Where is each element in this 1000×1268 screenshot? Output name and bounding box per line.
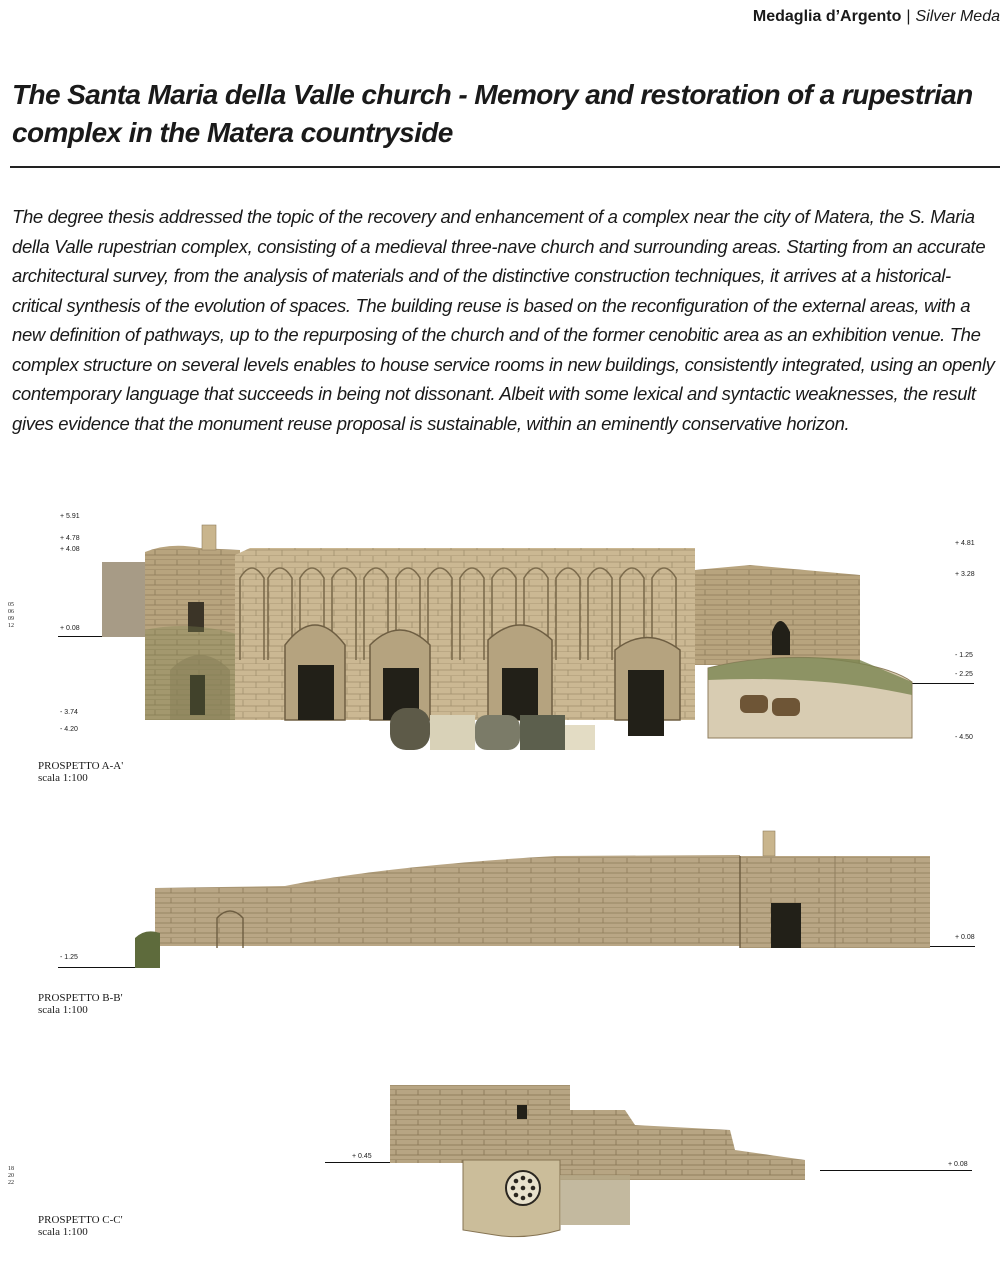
level-mark: + 4.81 (955, 540, 975, 547)
chimney (202, 525, 216, 550)
award-italian: Medaglia d’Argento (752, 8, 902, 25)
caption-title: PROSPETTO A-A' (38, 760, 124, 772)
stepped-wall (560, 1085, 805, 1180)
page-title: The Santa Maria della Valle church - Memory and restoration of a rupestrian complex in the Matera countryside (12, 79, 973, 148)
level-mark: - 3.74 (60, 709, 78, 716)
caption-scale: scala 1:100 (38, 772, 88, 784)
window (517, 1105, 527, 1119)
caption-scale: scala 1:100 (38, 1226, 88, 1238)
ground-line (820, 1170, 972, 1171)
level-mark: - 1.25 (60, 954, 78, 961)
side-number-a: 05 06 09 12 (8, 602, 14, 629)
award-separator: | (906, 8, 911, 25)
level-mark: + 0.08 (60, 625, 80, 632)
caption-title: PROSPETTO B-B' (38, 992, 123, 1004)
level-mark: + 4.78 (60, 535, 80, 542)
level-mark: + 0.08 (955, 934, 975, 941)
title-divider (10, 166, 1000, 168)
caption-b (38, 992, 123, 1016)
side-number-c: 18 20 22 (8, 1166, 14, 1186)
left-block (390, 1085, 465, 1163)
caption-a (38, 760, 123, 784)
level-mark: + 0.08 (948, 1161, 968, 1168)
award-label (753, 8, 1000, 26)
level-mark: - 4.50 (955, 734, 973, 741)
caption-c (38, 1214, 123, 1238)
award-english: Silver Meda (915, 8, 1000, 25)
elevation-b-drawing (135, 828, 935, 970)
level-mark: - 2.25 (955, 671, 973, 678)
chimney (763, 831, 775, 856)
abstract-text: The degree thesis addressed the topic of the recovery and enhancement of a complex near the city of Matera, the S. Maria della Valle rupestrian complex, consisting of a medieval three-nave church and surrounding areas. Starting from an accurate architectural survey, from the analysis of materials and of the distinctive construction techniques, it arrives at a historical-critical synthesis of the evolution of spaces. The building reuse is based on the reconfiguration of the external areas, with a new definition of pathways, up to the repurposing of the church and of the former cenobitic area as an exhibition venue. The complex structure on several levels enables to house service rooms in new buildings, consistently integrated, using an openly contemporary language that succeeds in being not dissonant. Albeit with some lexical and syntactic weaknesses, the result gives evidence that the monument reuse proposal is sustainable, within an eminently conservative horizon. (12, 206, 995, 434)
elevation-a-drawing (100, 520, 920, 755)
vegetation (135, 931, 160, 968)
level-mark: + 5.91 (60, 513, 80, 520)
caption-scale: scala 1:100 (38, 1004, 88, 1016)
level-mark: + 0.45 (352, 1153, 372, 1160)
elevation-c-drawing (385, 1080, 825, 1240)
left-annex (102, 562, 147, 637)
caption-title: PROSPETTO C-C' (38, 1214, 123, 1226)
level-mark: - 4.20 (60, 726, 78, 733)
level-mark: + 4.08 (60, 546, 80, 553)
level-mark: + 3.28 (955, 571, 975, 578)
door (771, 903, 801, 948)
level-mark: - 1.25 (955, 652, 973, 659)
vegetation (145, 626, 240, 720)
tower (465, 1085, 560, 1160)
